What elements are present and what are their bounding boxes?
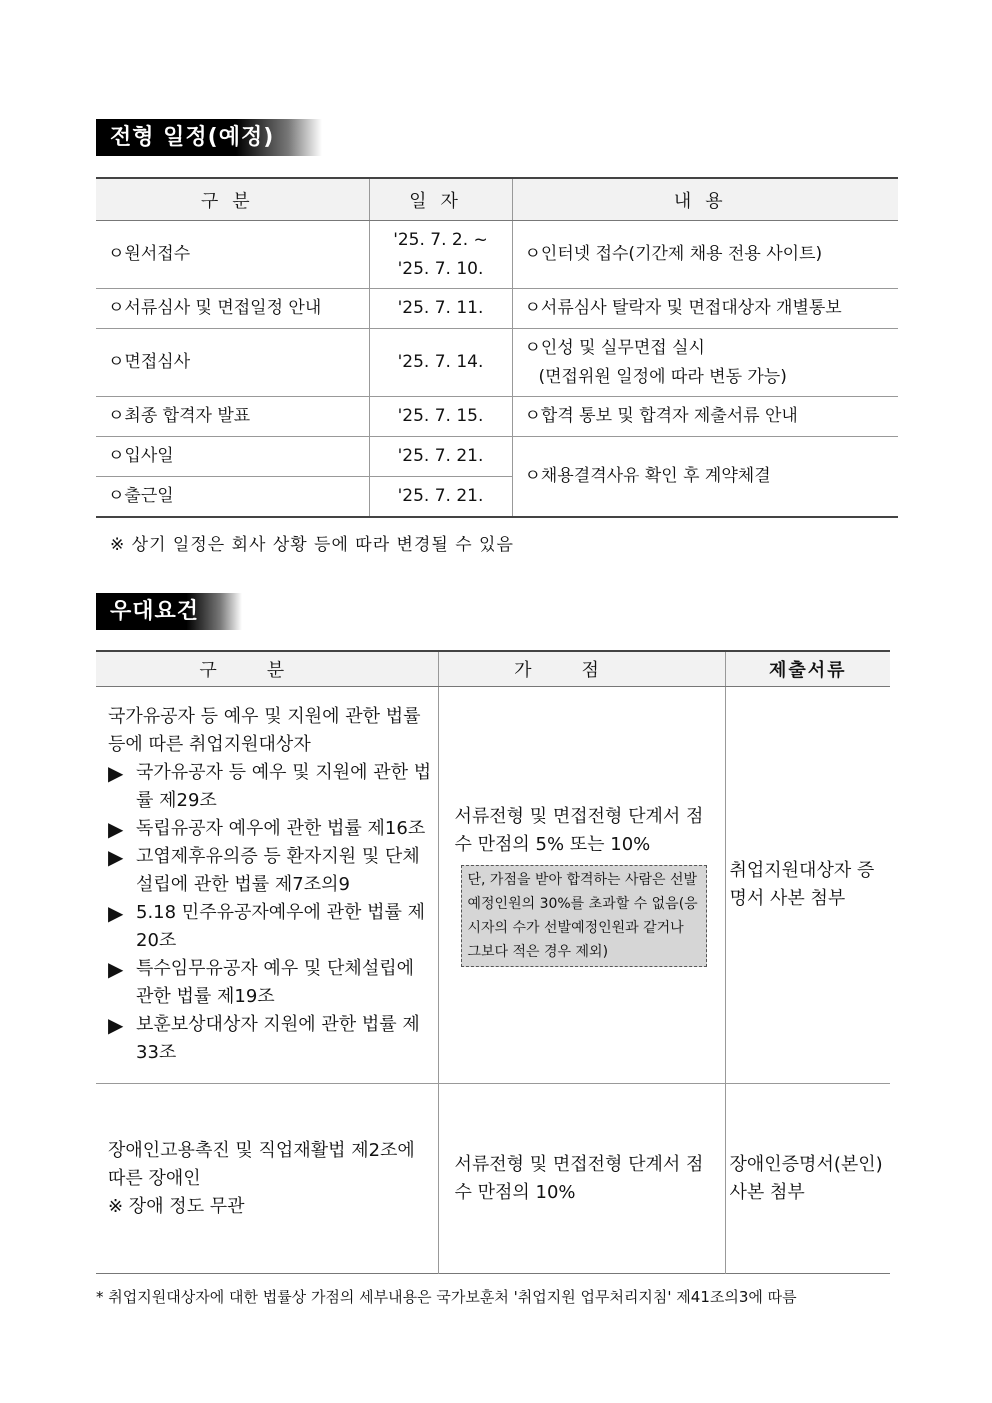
schedule-header-content: 내용 bbox=[512, 178, 898, 221]
preference-category-text: 장애인고용촉진 및 직업재활법 제2조에 따른 장애인 bbox=[108, 1139, 415, 1189]
schedule-header-category: 구분 bbox=[96, 178, 369, 221]
schedule-category: ㅇ출근일 bbox=[96, 477, 369, 517]
law-item bbox=[108, 1011, 432, 1067]
triangle-bullet-icon: ▶ bbox=[108, 1013, 124, 1037]
schedule-date: '25. 7. 21. bbox=[369, 437, 512, 477]
law-item bbox=[108, 759, 432, 815]
schedule-category: ㅇ면접심사 bbox=[96, 329, 369, 397]
schedule-date-line: '25. 7. 2. ~ bbox=[393, 229, 488, 250]
preference-row bbox=[96, 687, 890, 1084]
preference-points: 서류전형 및 면접전형 단계서 점수 만점의 10% bbox=[438, 1084, 725, 1274]
preference-points bbox=[438, 687, 725, 1084]
triangle-bullet-icon: ▶ bbox=[108, 845, 124, 869]
schedule-date: '25. 7. 21. bbox=[369, 477, 512, 517]
schedule-category: ㅇ원서접수 bbox=[96, 221, 369, 289]
preference-header-points: 가점 bbox=[438, 651, 725, 687]
schedule-header-date: 일자 bbox=[369, 178, 512, 221]
schedule-date-line: '25. 7. 10. bbox=[397, 258, 484, 279]
preference-documents: 장애인증명서(본인) 사본 첨부 bbox=[725, 1084, 890, 1274]
preference-header-row bbox=[96, 651, 890, 687]
schedule-date: '25. 7. 11. bbox=[369, 289, 512, 329]
schedule-category: ㅇ최종 합격자 발표 bbox=[96, 397, 369, 437]
schedule-content: ㅇ합격 통보 및 합격자 제출서류 안내 bbox=[512, 397, 898, 437]
law-item bbox=[108, 815, 432, 843]
triangle-bullet-icon: ▶ bbox=[108, 957, 124, 981]
footnote: * 취업지원대상자에 대한 법률상 가점의 세부내용은 국가보훈처 '취업지원 업무처리지침' 제41조의3에 따름 bbox=[96, 1288, 797, 1306]
preference-table bbox=[96, 650, 890, 1274]
law-item-text: 국가유공자 등 예우 및 지원에 관한 법률 제29조 bbox=[136, 762, 432, 811]
preference-header-documents: 제출서류 bbox=[725, 651, 890, 687]
schedule-section-title: 전형 일정(예정) bbox=[96, 119, 322, 156]
preference-header-category: 구분 bbox=[96, 651, 438, 687]
schedule-table bbox=[96, 177, 898, 518]
schedule-row bbox=[96, 221, 898, 289]
law-item-text: 독립유공자 예우에 관한 법률 제16조 bbox=[136, 818, 426, 839]
law-item-text: 5.18 민주유공자예우에 관한 법률 제20조 bbox=[136, 902, 426, 951]
schedule-content-line: ㅇ인성 및 실무면접 실시 bbox=[524, 337, 705, 358]
law-item-text: 특수임무유공자 예우 및 단체설립에 관한 법률 제19조 bbox=[136, 958, 414, 1007]
preference-category bbox=[96, 1084, 438, 1274]
preference-category bbox=[96, 687, 438, 1084]
points-note-box: 단, 가점을 받아 합격하는 사람은 선발예정인원의 30%를 초과할 수 없음(응시자의 수가 선발예정인원과 같거나 그보다 적은 경우 제외) bbox=[461, 865, 707, 967]
triangle-bullet-icon: ▶ bbox=[108, 901, 124, 925]
schedule-date: '25. 7. 15. bbox=[369, 397, 512, 437]
schedule-content bbox=[512, 329, 898, 397]
triangle-bullet-icon: ▶ bbox=[108, 761, 124, 785]
law-item-text: 고엽제후유의증 등 환자지원 및 단체설립에 관한 법률 제7조의9 bbox=[136, 846, 420, 895]
law-item bbox=[108, 899, 432, 955]
preference-category-note: ※ 장애 정도 무관 bbox=[108, 1195, 245, 1217]
schedule-header-row bbox=[96, 178, 898, 221]
schedule-category: ㅇ입사일 bbox=[96, 437, 369, 477]
preference-row bbox=[96, 1084, 890, 1274]
schedule-date: '25. 7. 14. bbox=[369, 329, 512, 397]
schedule-content-line: (면접위원 일정에 따라 변동 가능) bbox=[538, 366, 787, 387]
schedule-note: ※ 상기 일정은 회사 상황 등에 따라 변경될 수 있음 bbox=[110, 535, 514, 555]
schedule-content: ㅇ채용결격사유 확인 후 계약체결 bbox=[512, 437, 898, 517]
schedule-row bbox=[96, 289, 898, 329]
schedule-category: ㅇ서류심사 및 면접일정 안내 bbox=[96, 289, 369, 329]
schedule-row bbox=[96, 329, 898, 397]
schedule-date bbox=[369, 221, 512, 289]
preference-points-text: 서류전형 및 면접전형 단계서 점수 만점의 5% 또는 10% bbox=[454, 806, 704, 855]
preference-category-lead: 국가유공자 등 예우 및 지원에 관한 법률 등에 따른 취업지원대상자 bbox=[108, 706, 421, 755]
preference-section-title: 우대요건 bbox=[96, 593, 242, 630]
schedule-content: ㅇ인터넷 접수(기간제 채용 전용 사이트) bbox=[512, 221, 898, 289]
law-item bbox=[108, 843, 432, 899]
schedule-row bbox=[96, 397, 898, 437]
law-item-text: 보훈보상대상자 지원에 관한 법률 제33조 bbox=[136, 1014, 420, 1063]
schedule-row bbox=[96, 437, 898, 477]
triangle-bullet-icon: ▶ bbox=[108, 817, 124, 841]
preference-documents: 취업지원대상자 증명서 사본 첨부 bbox=[725, 687, 890, 1084]
law-item bbox=[108, 955, 432, 1011]
schedule-content: ㅇ서류심사 탈락자 및 면접대상자 개별통보 bbox=[512, 289, 898, 329]
